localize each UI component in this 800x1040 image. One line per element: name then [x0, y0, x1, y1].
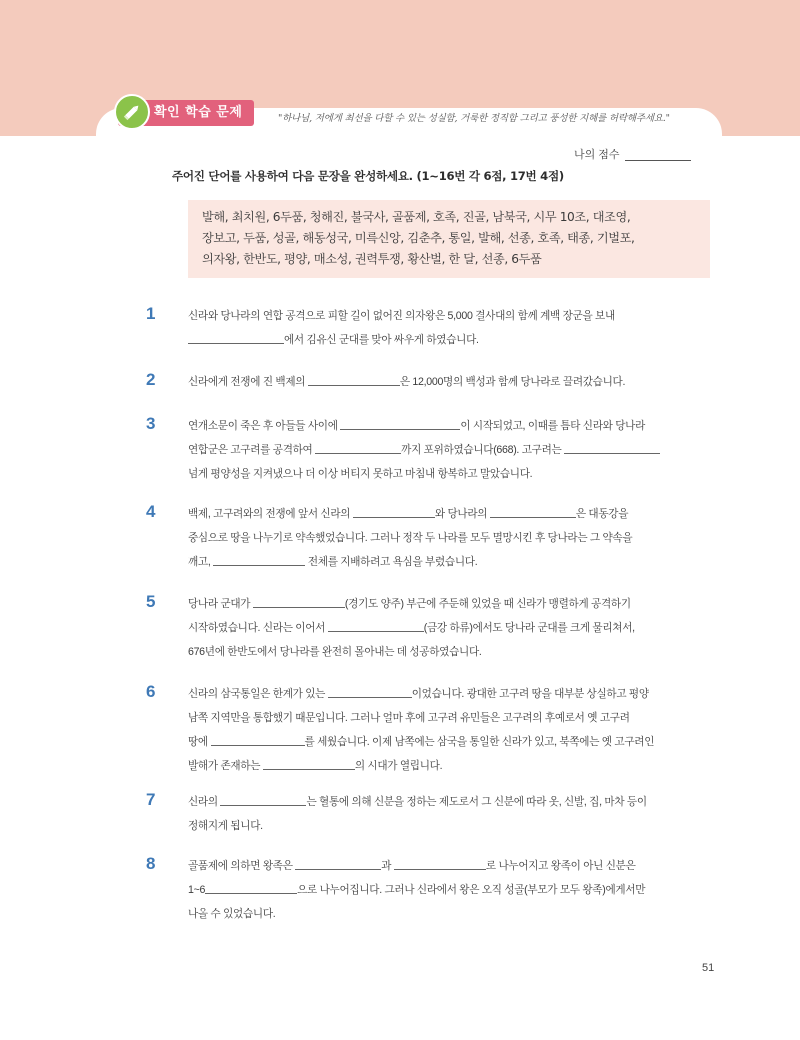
answer-blank[interactable]: [328, 686, 412, 698]
question-text-part: 과: [381, 860, 392, 872]
answer-blank[interactable]: [220, 794, 306, 806]
question-text-part: 은 대동강을: [575, 508, 629, 520]
question-number: 5: [146, 592, 156, 611]
question-text: [188, 414, 716, 486]
question-text: [188, 592, 716, 664]
question-text: [188, 370, 716, 394]
question-number: 6: [146, 682, 156, 701]
question-text-part: 깨고,: [188, 556, 211, 568]
question-text-part: 를 세웠습니다. 이제 남쪽에는 삼국을 통일한 신라가 있고, 북쪽에는 옛 고구려인: [304, 736, 655, 748]
question-text-part: 백제, 고구려와의 전쟁에 앞서 신라의: [188, 508, 351, 520]
question-number: 4: [146, 502, 156, 521]
word-bank-line: 발해, 최치원, 6두품, 청해진, 불국사, 골품제, 호족, 진골, 남북국, 시무 10조, 대조영,: [202, 210, 631, 224]
question-text-part: 나올 수 있었습니다.: [188, 908, 276, 920]
question-text-part: 으로 나누어집니다. 그러나 신라에서 왕은 오직 성골(부모가 모두 왕족)에게서만: [297, 884, 646, 896]
score-blank[interactable]: [625, 149, 691, 161]
question-text-part: 연합군은 고구려를 공격하여: [188, 444, 313, 456]
question-text-part: 이 시작되었고, 이때를 틈타 신라와 당나라: [460, 420, 646, 432]
question-text-part: 정해지게 됩니다.: [188, 820, 263, 832]
question-text-part: 까지 포위하였습니다(668). 고구려는: [401, 444, 562, 456]
question-text-part: 발해가 존재하는: [188, 760, 261, 772]
question-text-part: 전체를 지배하려고 욕심을 부렸습니다.: [307, 556, 478, 568]
page-number: 51: [702, 962, 715, 974]
word-bank-line: 의자왕, 한반도, 평양, 매소성, 권력투쟁, 황산벌, 한 달, 선종, 6두품: [202, 252, 542, 266]
question-text-part: 와 당나라의: [434, 508, 488, 520]
answer-blank[interactable]: [295, 858, 381, 870]
pencil-icon: [114, 94, 150, 130]
answer-blank[interactable]: [490, 506, 576, 518]
instruction-text: 주어진 단어를 사용하여 다음 문장을 완성하세요. (1~16번 각 6점, 17번 4점): [172, 169, 564, 183]
answer-blank[interactable]: [211, 734, 305, 746]
header-quote: "하나님, 저에게 최선을 다할 수 있는 성실함, 거룩한 정직함 그리고 풍성한 지혜를 허락해주세요.": [278, 113, 670, 124]
question-text-part: 1~6: [188, 884, 206, 896]
question-number: 1: [146, 304, 156, 323]
question-text-part: 로 나누어지고 왕족이 아닌 신분은: [485, 860, 636, 872]
question-text-part: 676년에 한반도에서 당나라를 완전히 몰아내는 데 성공하였습니다.: [188, 646, 482, 658]
question-number: 8: [146, 854, 156, 873]
question-text: [188, 502, 716, 574]
question-text-part: 의 시대가 열립니다.: [354, 760, 443, 772]
answer-blank[interactable]: [188, 332, 284, 344]
question-text: [188, 854, 716, 926]
question-text-part: 에서 김유신 군대를 맞아 싸우게 하였습니다.: [284, 334, 479, 346]
answer-blank[interactable]: [315, 442, 401, 454]
question-text-part: 연개소문이 죽은 후 아들들 사이에: [188, 420, 338, 432]
question-text-part: 넘게 평양성을 지켜냈으나 더 이상 버티지 못하고 마침내 항복하고 말았습니다.: [188, 468, 533, 480]
answer-blank[interactable]: [340, 418, 460, 430]
answer-blank[interactable]: [263, 758, 355, 770]
word-bank: [188, 200, 710, 278]
question-text-part: 땅에: [188, 736, 208, 748]
question-number: 3: [146, 414, 156, 433]
score-field: [574, 146, 691, 162]
question-text: [188, 790, 716, 838]
question-text-part: (금강 하류)에서도 당나라 군대를 크게 물리쳐서,: [423, 622, 635, 634]
answer-blank[interactable]: [564, 442, 660, 454]
word-bank-line: 장보고, 두품, 성골, 해동성국, 미륵신앙, 김춘추, 통일, 발해, 선종, 호족, 태종, 기벌포,: [202, 231, 635, 245]
answer-blank[interactable]: [308, 374, 400, 386]
question-text-part: 은 12,000명의 백성과 함께 당나라로 끌려갔습니다.: [399, 376, 626, 388]
question-text-part: 이었습니다. 광대한 고구려 땅을 대부분 상실하고 평양: [411, 688, 649, 700]
question-text-part: 신라의 삼국통일은 한계가 있는: [188, 688, 326, 700]
question-text-part: 신라의: [188, 796, 218, 808]
question-number: 2: [146, 370, 156, 389]
question-text-part: 중심으로 땅을 나누기로 약속했었습니다. 그러나 정작 두 나라를 모두 멸망시킨 후 당나라는 그 약속을: [188, 532, 633, 544]
question-text-part: 시작하였습니다. 신라는 이어서: [188, 622, 326, 634]
answer-blank[interactable]: [353, 506, 435, 518]
question-text: [188, 304, 716, 352]
question-number: 7: [146, 790, 156, 809]
question-text: [188, 682, 716, 778]
answer-blank[interactable]: [394, 858, 486, 870]
answer-blank[interactable]: [328, 620, 424, 632]
question-text-part: 신라에게 전쟁에 진 백제의: [188, 376, 306, 388]
answer-blank[interactable]: [205, 882, 297, 894]
section-badge: 확인 학습 문제: [118, 100, 254, 126]
question-text-part: 는 혈통에 의해 신분을 정하는 제도로서 그 신분에 따라 옷, 신발, 집, 마차 등이: [306, 796, 647, 808]
question-text-part: 신라와 당나라의 연합 공격으로 피할 길이 없어진 의자왕은 5,000 결사대의 함께 계백 장군을 보내: [188, 310, 615, 322]
question-text-part: 남쪽 지역만을 통합했기 때문입니다. 그러나 얼마 후에 고구려 유민들은 고구려의 후예로서 옛 고구려: [188, 712, 630, 724]
answer-blank[interactable]: [253, 596, 345, 608]
question-text-part: (경기도 양주) 부근에 주둔해 있었을 때 신라가 맹렬하게 공격하기: [344, 598, 631, 610]
score-label: 나의 점수: [574, 149, 620, 161]
question-text-part: 당나라 군대가: [188, 598, 251, 610]
answer-blank[interactable]: [213, 554, 305, 566]
question-text-part: 골품제에 의하면 왕족은: [188, 860, 293, 872]
